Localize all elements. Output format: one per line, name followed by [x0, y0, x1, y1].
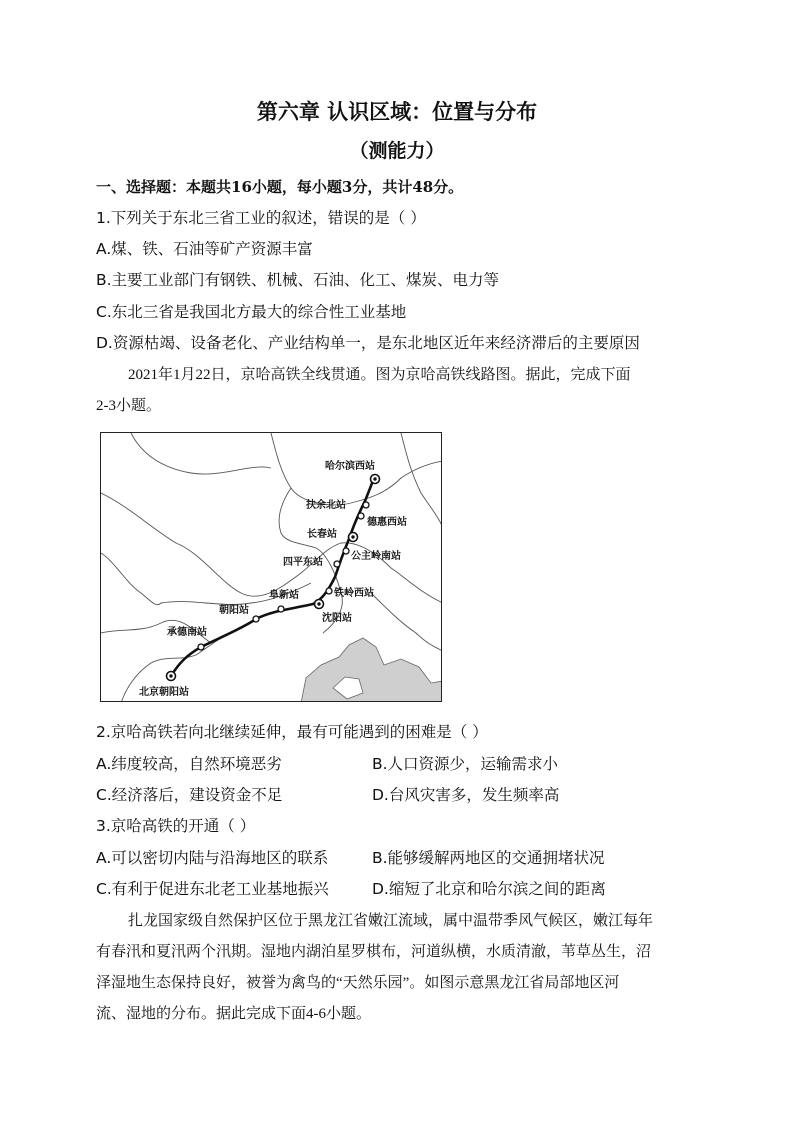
station-marker-tieling-west: [326, 588, 332, 594]
station-marker-fuyu-north: [363, 502, 369, 508]
page-subtitle: （测能力）: [349, 140, 445, 162]
station-marker-changchun-dot: [351, 535, 354, 538]
station-marker-dehui-west: [358, 513, 364, 519]
question-2-stem: 2.京哈高铁若向北继续延伸，最有可能遇到的困难是（ ）: [96, 723, 488, 741]
station-marker-fuxin: [278, 606, 284, 612]
station-marker-beijing-chaoyang-dot: [169, 674, 172, 677]
station-label-dehui-west: 德惠西站: [367, 517, 407, 528]
question-1-option-a: A.煤、铁、石油等矿产资源丰富: [96, 240, 313, 258]
station-marker-shenyang-dot: [317, 602, 320, 605]
intro-4-6-line-3: 泽湿地生态保持良好，被誉为禽鸟的“天然乐园”。如图示意黑龙江省局部地区河: [96, 975, 620, 991]
question-3-option-a: A.可以密切内陆与沿海地区的联系: [96, 849, 329, 867]
station-label-chaoyang: 朝阳站: [219, 605, 249, 616]
question-3-option-d: D.缩短了北京和哈尔滨之间的距离: [372, 880, 606, 898]
railway-map-drawing: [101, 433, 442, 702]
railway-map: [100, 432, 442, 702]
page-title: 第六章 认识区域：位置与分布: [256, 99, 538, 124]
station-label-siping-east: 四平东站: [283, 557, 323, 568]
intro-4-6-line-2: 有春汛和夏汛两个汛期。湿地内湖泊星罗棋布，河道纵横，水质清澈，苇草丛生，沼: [96, 944, 652, 960]
sea-area: [301, 638, 442, 702]
section-heading: 一、选择题：本题共16小题，每小题3分，共计48分。: [96, 178, 464, 196]
station-marker-gongzhuling-south: [343, 548, 349, 554]
intro-2-3-line-2: 2-3小题。: [96, 398, 161, 414]
station-marker-chaoyang: [253, 616, 259, 622]
intro-4-6-line-1: 扎龙国家级自然保护区位于黑龙江省嫩江流域，属中温带季风气候区，嫩江每年: [128, 913, 654, 929]
station-label-harbin-west: 哈尔滨西站: [325, 461, 375, 472]
station-marker-siping-east: [334, 561, 340, 567]
station-label-gongzhuling-south: 公主岭南站: [351, 551, 401, 562]
station-label-chengde-south: 承德南站: [167, 627, 207, 638]
station-label-changchun: 长春站: [307, 529, 337, 540]
station-label-beijing-chaoyang: 北京朝阳站: [139, 687, 189, 698]
question-2-option-c: C.经济落后，建设资金不足: [96, 786, 283, 804]
intro-4-6-line-4: 流、湿地的分布。据此完成下面4-6小题。: [96, 1006, 371, 1022]
station-marker-chengde-south: [198, 644, 204, 650]
question-3-option-b: B.能够缓解两地区的交通拥堵状况: [372, 849, 605, 867]
question-3-stem: 3.京哈高铁的开通（ ）: [96, 817, 256, 835]
question-2-option-d: D.台风灾害多，发生频率高: [372, 786, 560, 804]
question-2-option-b: B.人口资源少，运输需求小: [372, 755, 559, 773]
station-label-shenyang: 沈阳站: [322, 613, 352, 624]
question-2-option-a: A.纬度较高，自然环境恶劣: [96, 755, 282, 773]
station-label-fuxin: 阜新站: [269, 590, 299, 601]
station-marker-harbin-west-dot: [373, 477, 376, 480]
question-1-stem: 1.下列关于东北三省工业的叙述，错误的是（ ）: [96, 209, 426, 227]
question-1-option-d: D.资源枯竭、设备老化、产业结构单一，是东北地区近年来经济滞后的主要原因: [96, 334, 640, 352]
station-label-fuyu-north: 扶余北站: [306, 500, 346, 511]
boundaries: [101, 433, 442, 702]
question-1-option-c: C.东北三省是我国北方最大的综合性工业基地: [96, 303, 407, 321]
intro-2-3-line-1: 2021年1月22日，京哈高铁全线贯通。图为京哈高铁线路图。据此，完成下面: [128, 367, 631, 383]
question-1-option-b: B.主要工业部门有钢铁、机械、石油、化工、煤炭、电力等: [96, 271, 500, 289]
station-label-tieling-west: 铁岭西站: [334, 588, 374, 599]
question-3-option-c: C.有利于促进东北老工业基地振兴: [96, 880, 329, 898]
